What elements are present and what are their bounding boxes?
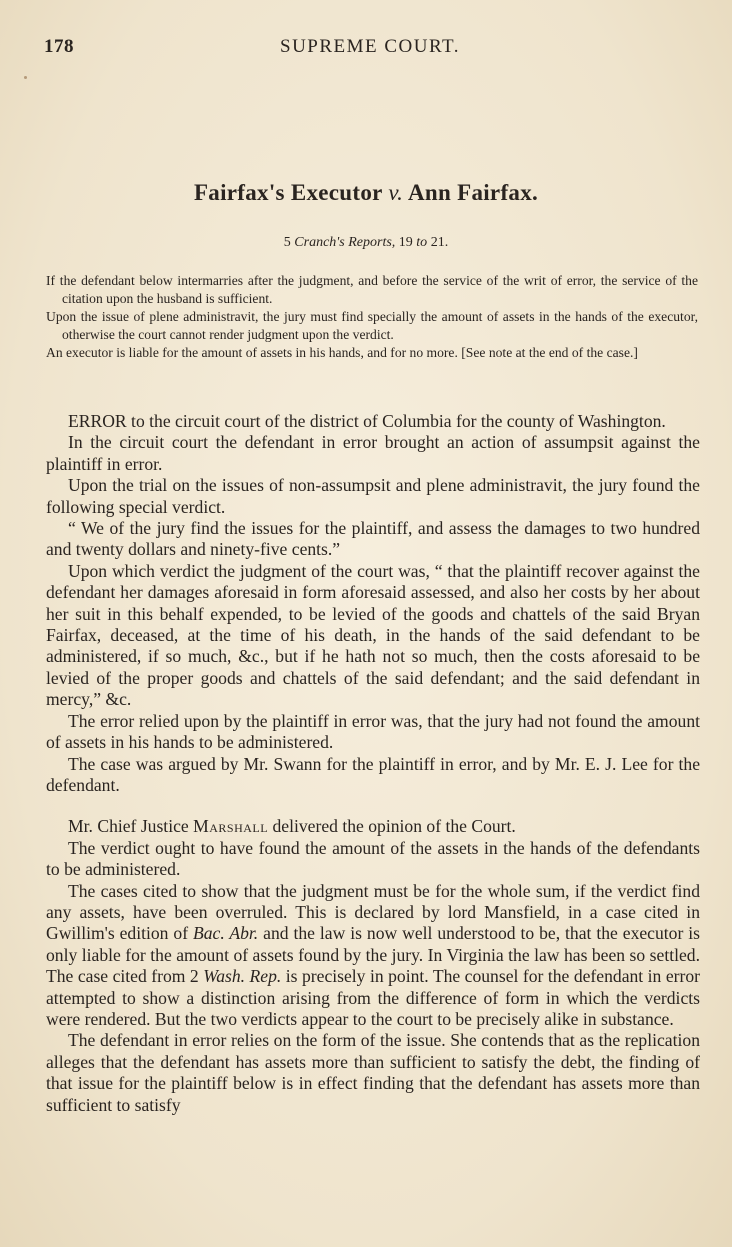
case-citation bbox=[0, 235, 732, 251]
headnotes bbox=[46, 272, 698, 362]
paper-speck bbox=[24, 76, 27, 79]
page-header bbox=[44, 36, 696, 62]
citation-start: 19 bbox=[398, 235, 413, 250]
paragraph: The case was argued by Mr. Swann for the plaintiff in error, and by Mr. E. J. Lee for the defendant. bbox=[46, 753, 700, 795]
opinion-intro-b: delivered the opinion of the Court. bbox=[268, 816, 516, 837]
headnote: If the defendant below intermarries after the judgment, and before the service of the writ of error, the service of the citation upon the husband is sufficient. bbox=[46, 273, 698, 306]
headnote: Upon the issue of plene administravit, the jury must find specially the amount of assets in the hands of the executor, otherwise the court cannot render judgment upon the verdict. bbox=[46, 309, 698, 342]
case-title-party2: Ann Fairfax. bbox=[407, 180, 539, 205]
citation-to: to bbox=[416, 235, 428, 250]
case-title bbox=[0, 180, 732, 206]
paragraph bbox=[46, 881, 700, 1031]
opinion-body bbox=[46, 411, 700, 1116]
paragraph: Upon which verdict the judgment of the court was, “ that the plaintiff recover against the defendant her damages aforesaid in form aforesaid assessed, and also her costs by her about her suit in this behalf expended, to be levied of the goods and chattels of the said Bryan Fairfax, deceased, at the time of his death, in the hands of the said defendant to be administered, if so much, &c., but if he hath not so much, then the costs aforesaid to be levied of the proper goods and chattels of the said defendant; and the said defendant in mercy,” &c. bbox=[46, 560, 700, 710]
page-number: 178 bbox=[44, 36, 74, 57]
paragraph: The error relied upon by the plaintiff in error was, that the jury had not found the amount of assets in his hands to be administered. bbox=[46, 710, 700, 753]
paragraph-text: and the law is now well understood to be, that the executor is only liable for the amount of assets found by the jury. In Virginia the law has been so settled. The case cited from 2 bbox=[46, 923, 700, 987]
citation-wash-rep: Wash. Rep. bbox=[203, 966, 282, 987]
justice-name: Marshall bbox=[193, 816, 269, 837]
citation-bac-abr: Bac. Abr. bbox=[192, 923, 259, 944]
paragraph: The verdict ought to have found the amount of the assets in the hands of the defendants to be administered. bbox=[46, 837, 700, 880]
opinion-intro-a: Mr. Chief Justice bbox=[68, 816, 194, 837]
paragraph: Upon the trial on the issues of non-assumpsit and plene administravit, the jury found the following special verdict. bbox=[46, 475, 700, 517]
case-title-v: v. bbox=[388, 180, 404, 205]
citation-volume: 5 bbox=[283, 235, 291, 250]
case-title-party1: Fairfax's Executor bbox=[193, 180, 383, 205]
paragraph-text: is precisely in point. The counsel for the defendant in error attempted to show a distinction arising from the difference of form in which the verdicts were rendered. But the two verdicts appear to the court to be precisely alike in substance. bbox=[46, 966, 701, 1029]
citation-end: 21. bbox=[430, 235, 449, 250]
running-head: SUPREME COURT. bbox=[280, 36, 460, 57]
paragraph: The defendant in error relies on the form of the issue. She contends that as the replication alleges that the defendant has assets more than sufficient to satisfy the debt, the finding of that issue for the plaintiff below is in effect finding that the defendant has assets more than sufficient to satisfy bbox=[46, 1030, 700, 1115]
citation-reporter: Cranch's Reports, bbox=[294, 235, 396, 250]
paragraph: ERROR to the circuit court of the district of Columbia for the county of Washington. bbox=[68, 411, 666, 431]
headnote: An executor is liable for the amount of assets in his hands, and for no more. [See note at the end of the case.] bbox=[46, 345, 638, 360]
paragraph: “ We of the jury find the issues for the plaintiff, and assess the damages to two hundred and twenty dollars and ninety-five cents.” bbox=[46, 518, 700, 560]
paragraph-text: The cases cited to show that the judgment must be for the whole sum, if the verdict find any assets, have been overruled. This is declared by lord Mansfield, in a case cited in Gwillim's edition of bbox=[46, 880, 700, 944]
paragraph: In the circuit court the defendant in error brought an action of assumpsit against the plaintiff in error. bbox=[46, 432, 700, 474]
opinion-intro bbox=[46, 816, 700, 837]
